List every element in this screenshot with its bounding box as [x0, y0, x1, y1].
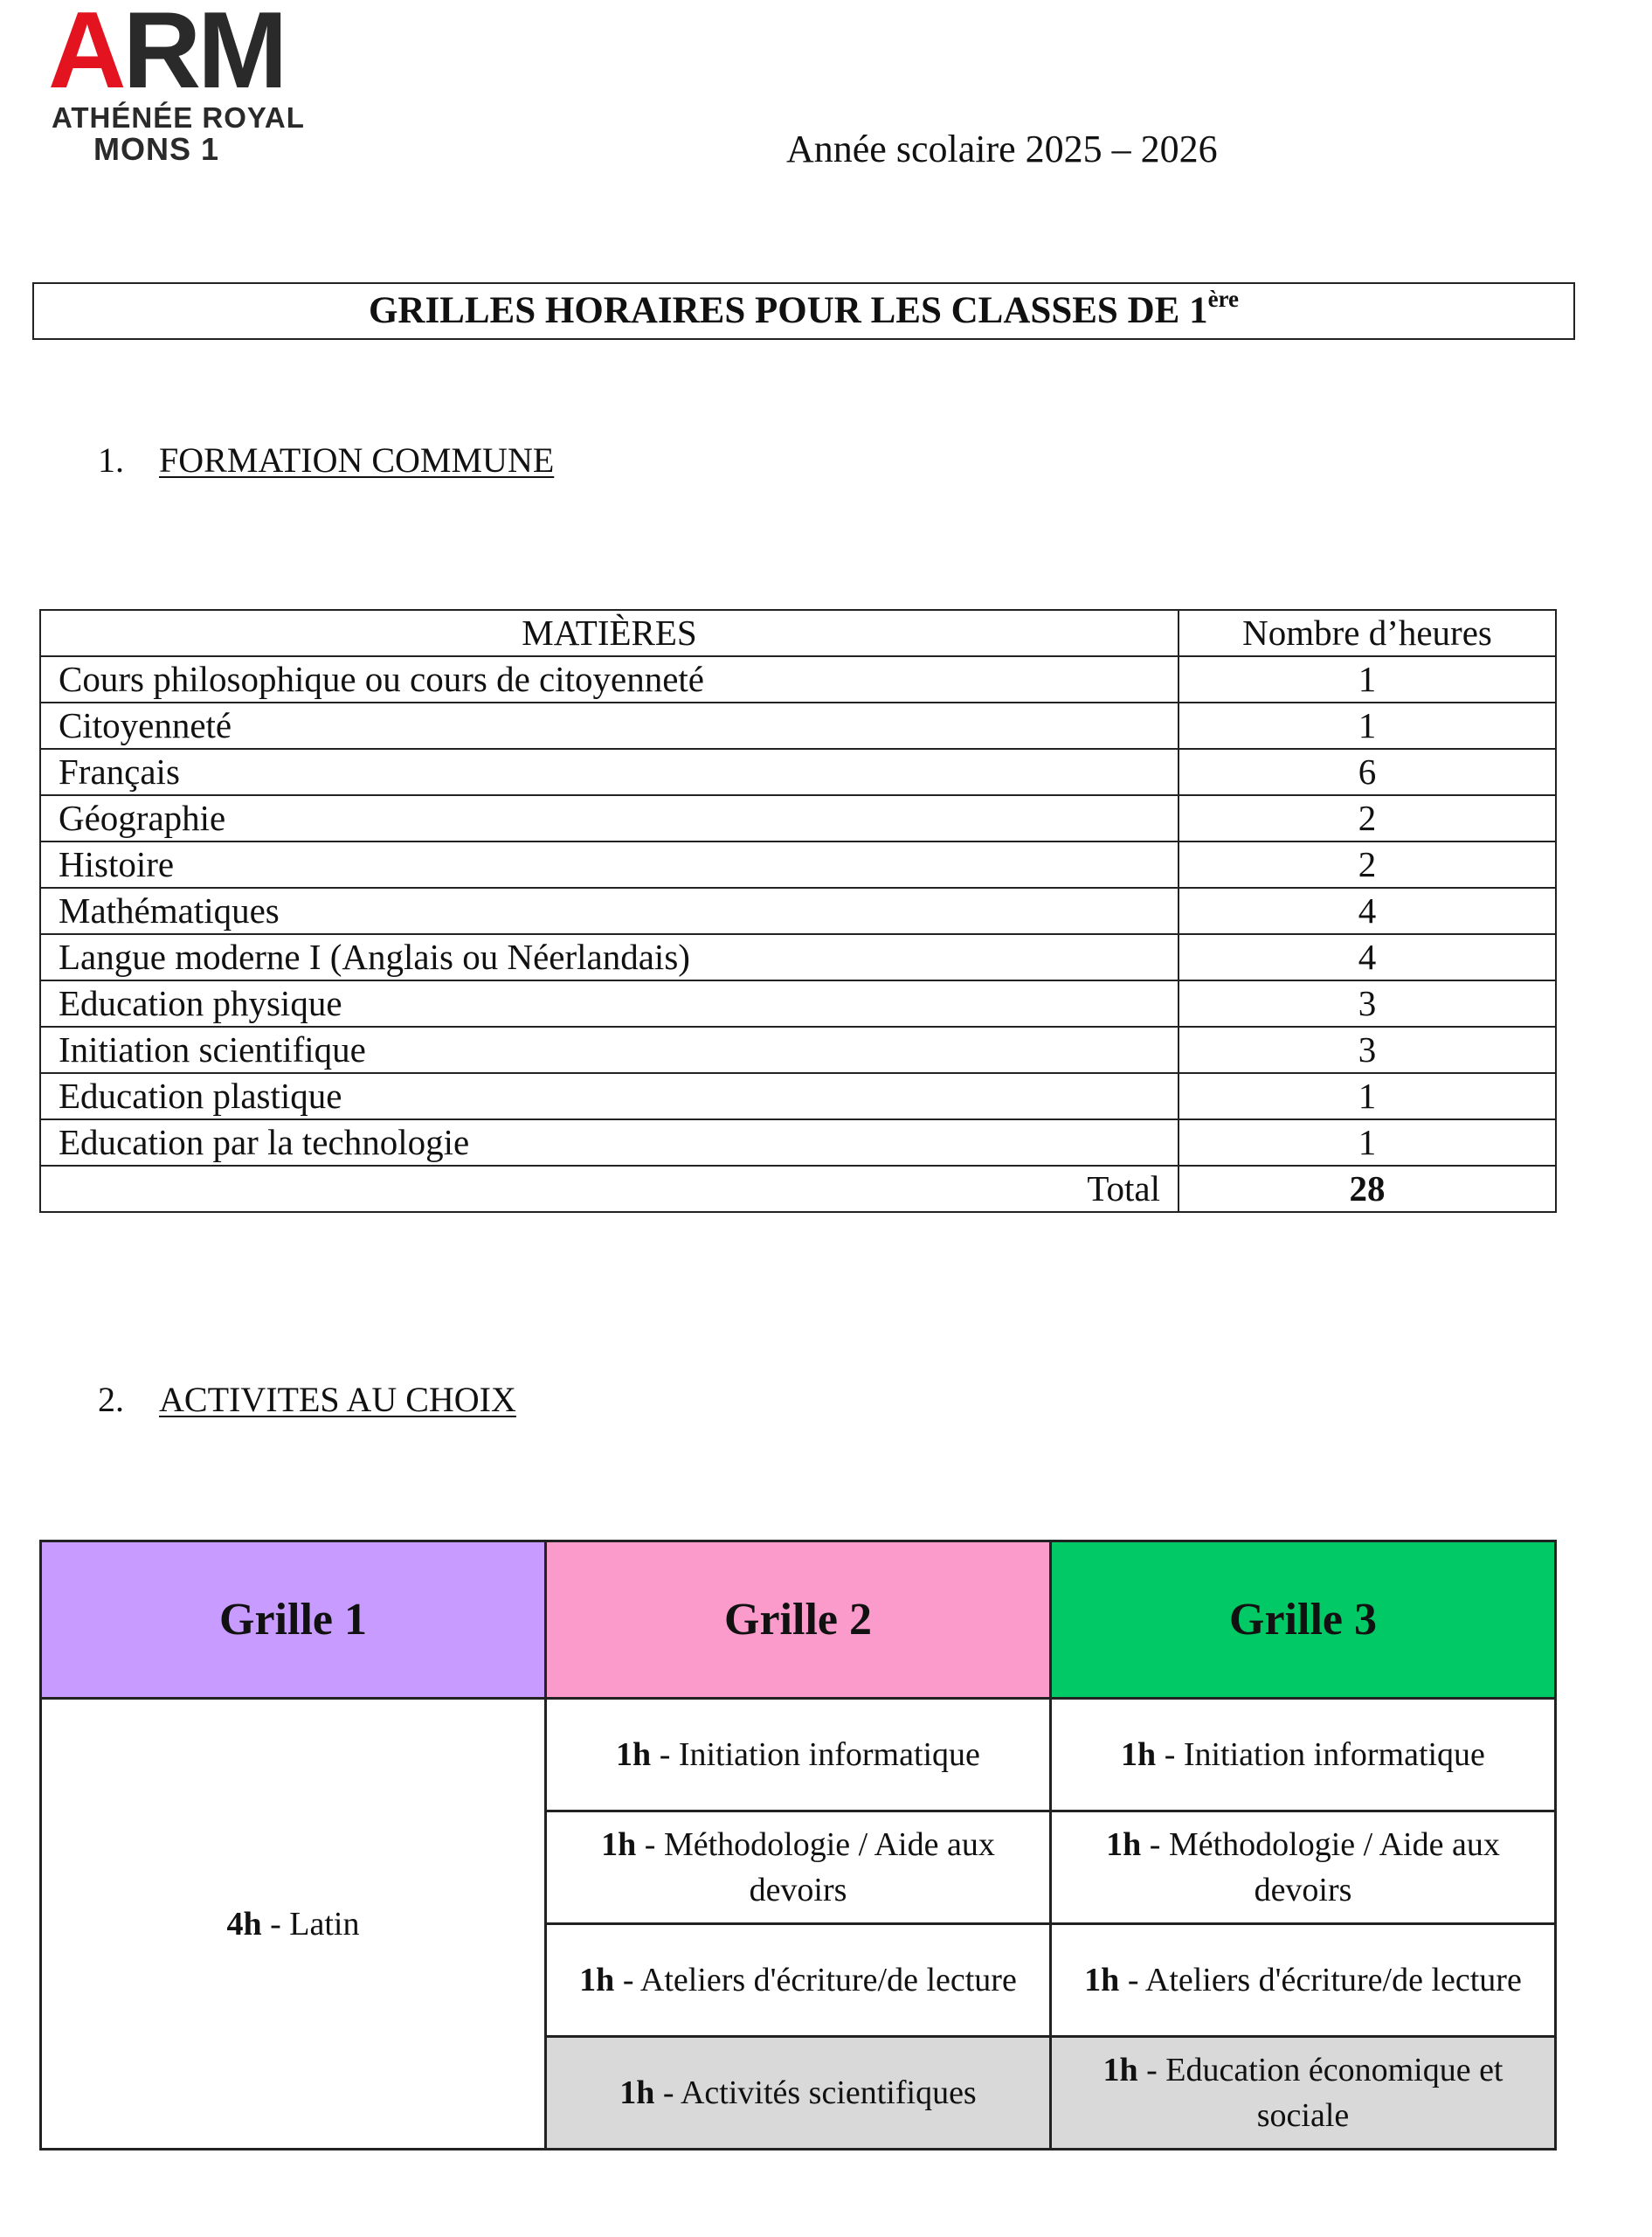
- activity-cell: [546, 1811, 1051, 1924]
- hours-cell: 1: [1179, 1073, 1556, 1119]
- hours-cell: 3: [1179, 980, 1556, 1027]
- activity-name: Initiation informatique: [678, 1736, 980, 1773]
- total-row: [40, 1166, 1556, 1212]
- activity-separator: -: [636, 1826, 664, 1863]
- section-number: 2.: [98, 1380, 124, 1419]
- activity-cell: [1051, 1924, 1556, 2037]
- subject-cell: Citoyenneté: [40, 703, 1179, 749]
- section-number: 1.: [98, 440, 124, 480]
- table-row: [40, 656, 1556, 703]
- activity-name: Initiation informatique: [1183, 1736, 1485, 1773]
- section-heading-1: [98, 440, 554, 481]
- activity-separator: -: [654, 2074, 681, 2111]
- logo-line-athenee: ATHÉNÉE ROYAL: [52, 101, 305, 134]
- table-row: [41, 1699, 1556, 1811]
- activity-separator: -: [651, 1736, 679, 1773]
- total-label: Total: [40, 1166, 1179, 1212]
- activity-cell: [1051, 2037, 1556, 2150]
- hours-cell: 4: [1179, 934, 1556, 980]
- section-title: FORMATION COMMUNE: [159, 440, 555, 480]
- header-grille-3: Grille 3: [1051, 1541, 1556, 1699]
- subject-cell: Education physique: [40, 980, 1179, 1027]
- header-subjects: MATIÈRES: [40, 610, 1179, 656]
- section-heading-2: [98, 1379, 516, 1420]
- activity-separator: -: [1156, 1736, 1184, 1773]
- common-training-table: [39, 609, 1557, 1213]
- hours-cell: 6: [1179, 749, 1556, 795]
- table-row: [40, 795, 1556, 841]
- total-value: 28: [1179, 1166, 1556, 1212]
- hours-cell: 3: [1179, 1027, 1556, 1073]
- activity-separator: -: [1141, 1826, 1169, 1863]
- activity-hours: 1h: [1102, 2052, 1138, 2088]
- logo-line-mons: MONS 1: [93, 131, 220, 167]
- section-title: ACTIVITES AU CHOIX: [159, 1380, 516, 1419]
- hours-cell: 1: [1179, 1119, 1556, 1166]
- table-row: [40, 1119, 1556, 1166]
- subject-cell: Français: [40, 749, 1179, 795]
- hours-cell: 2: [1179, 841, 1556, 888]
- activity-hours: 1h: [579, 1962, 615, 1998]
- activity-hours: 1h: [616, 1736, 652, 1773]
- activity-hours: 1h: [619, 2074, 655, 2111]
- header-hours: Nombre d’heures: [1179, 610, 1556, 656]
- page-title-sup: ère: [1207, 286, 1240, 312]
- subject-cell: Mathématiques: [40, 888, 1179, 934]
- subject-cell: Education par la technologie: [40, 1119, 1179, 1166]
- page-title-main: GRILLES HORAIRES POUR LES CLASSES DE 1: [368, 290, 1208, 331]
- activity-hours: 1h: [1106, 1826, 1142, 1863]
- activity-name: Latin: [289, 1905, 360, 1943]
- activity-hours: 1h: [1084, 1962, 1120, 1998]
- activity-name: Ateliers d'écriture/de lecture: [639, 1962, 1017, 1998]
- activity-separator: -: [1137, 2052, 1166, 2088]
- grille-1-cell: [41, 1699, 546, 2150]
- activity-cell: [1051, 1699, 1556, 1811]
- activity-separator: -: [261, 1905, 290, 1943]
- hours-cell: 1: [1179, 703, 1556, 749]
- subject-cell: Géographie: [40, 795, 1179, 841]
- subject-cell: Cours philosophique ou cours de citoyenneté: [40, 656, 1179, 703]
- table-header-row: [40, 610, 1556, 656]
- activity-separator: -: [1119, 1962, 1145, 1998]
- activity-separator: -: [614, 1962, 640, 1998]
- table-row: [40, 934, 1556, 980]
- activity-name: Méthodologie / Aide aux devoirs: [663, 1826, 995, 1908]
- logo-brand: [48, 0, 285, 111]
- activity-cell: [546, 1699, 1051, 1811]
- table-row: [40, 841, 1556, 888]
- table-row: [40, 749, 1556, 795]
- activity-cell: [546, 2037, 1051, 2150]
- activity-name: Education économique et sociale: [1165, 2052, 1503, 2134]
- activity-name: Ateliers d'écriture/de lecture: [1144, 1962, 1522, 1998]
- optional-activities-table: [39, 1540, 1557, 2150]
- activity-name: Méthodologie / Aide aux devoirs: [1168, 1826, 1500, 1908]
- page-title: [32, 282, 1575, 340]
- activity-hours: 4h: [226, 1905, 262, 1943]
- subject-cell: Initiation scientifique: [40, 1027, 1179, 1073]
- activity-name: Activités scientifiques: [680, 2074, 977, 2111]
- school-logo: [48, 0, 305, 167]
- table-row: [40, 980, 1556, 1027]
- subject-cell: Histoire: [40, 841, 1179, 888]
- hours-cell: 1: [1179, 656, 1556, 703]
- table-row: [40, 703, 1556, 749]
- logo-letters-rm: RM: [122, 0, 285, 111]
- subject-cell: Education plastique: [40, 1073, 1179, 1119]
- table-row: [40, 888, 1556, 934]
- table-row: [40, 1073, 1556, 1119]
- logo-letter-a: A: [48, 0, 123, 111]
- activity-cell: [1051, 1811, 1556, 1924]
- table-row: [40, 1027, 1556, 1073]
- hours-cell: 2: [1179, 795, 1556, 841]
- header-grille-2: Grille 2: [546, 1541, 1051, 1699]
- header-grille-1: Grille 1: [41, 1541, 546, 1699]
- hours-cell: 4: [1179, 888, 1556, 934]
- activity-hours: 1h: [1121, 1736, 1157, 1773]
- activity-hours: 1h: [601, 1826, 637, 1863]
- school-year: Année scolaire 2025 – 2026: [786, 128, 1218, 170]
- activity-cell: [546, 1924, 1051, 2037]
- subject-cell: Langue moderne I (Anglais ou Néerlandais): [40, 934, 1179, 980]
- grille-header-row: [41, 1541, 1556, 1699]
